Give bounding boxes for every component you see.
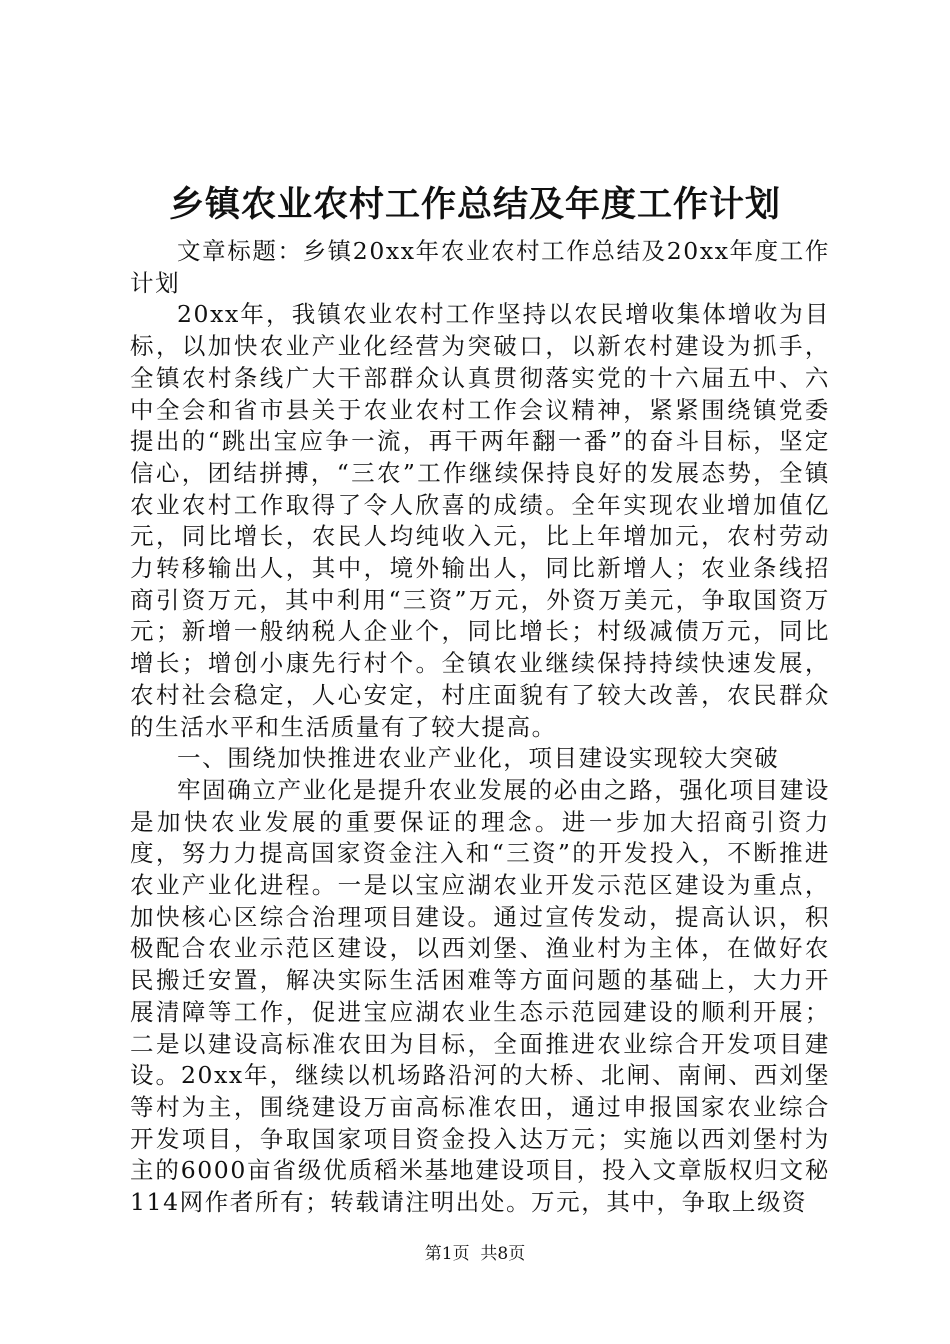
page-number: 第1页 共8页 bbox=[424, 1244, 526, 1264]
document-title: 乡镇农业农村工作总结及年度工作计划 bbox=[168, 184, 781, 225]
page-footer bbox=[0, 1242, 950, 1266]
paragraph-article-title: 文章标题：乡镇20xx年农业农村工作总结及20xx年度工作计划 bbox=[130, 237, 830, 297]
paragraph-section-1: 牢固确立产业化是提升农业发展的必由之路，强化项目建设是加快农业发展的重要保证的理念。进一步加大招商引资力度，努力力提高国家资金注入和“三资”的开发投入，不断推进农业产业化进程。一是以宝应湖农业开发示范区建设为重点，加快核心区综合治理项目建设。通过宣传发动，提高认识，积极配合农业示范区建设，以西刘堡、渔业村为主体，在做好农民搬迁安置，解决实际生活困难等方面问题的基础上，大力开展清障等工作，促进宝应湖农业生态示范园建设的顺利开展；二是以建设高标准农田为目标，全面推进农业综合开发项目建设。20xx年，继续以机场路沿河的大桥、北闸、南闸、西刘堡等村为主，围绕建设万亩高标准农田，通过申报国家农业综合开发项目，争取国家项目资金投入达万元；实施以西刘堡村为主的6000亩省级优质稻米基地建设项目，投入文章版权归文秘114网作者所有；转载请注明出处。万元，其中，争取上级资 bbox=[130, 775, 830, 1217]
document-body bbox=[130, 236, 830, 1219]
paragraph-summary: 20xx年，我镇农业农村工作坚持以农民增收集体增收为目标，以加快农业产业化经营为突破口，以新农村建设为抓手，全镇农村条线广大干部群众认真贯彻落实党的十六届五中、六中全会和省市县关于农业农村工作会议精神，紧紧围绕镇党委提出的“跳出宝应争一流，再干两年翻一番”的奋斗目标，坚定信心，团结拼搏，“三农”工作继续保持良好的发展态势，全镇农业农村工作取得了令人欣喜的成绩。全年实现农业增加值亿元，同比增长，农民人均纯收入元，比上年增加元，农村劳动力转移输出人，其中，境外输出人，同比新增人；农业条线招商引资万元，其中利用“三资”万元，外资万美元，争取国资万元；新增一般纳税人企业个，同比增长；村级减债万元，同比增长；增创小康先行村个。全镇农业继续保持持续快速发展，农村社会稳定，人心安定，村庄面貌有了较大改善，农民群众的生活水平和生活质量有了较大提高。 bbox=[130, 300, 830, 741]
section-heading-1: 一、围绕加快推进农业产业化，项目建设实现较大突破 bbox=[177, 744, 780, 773]
